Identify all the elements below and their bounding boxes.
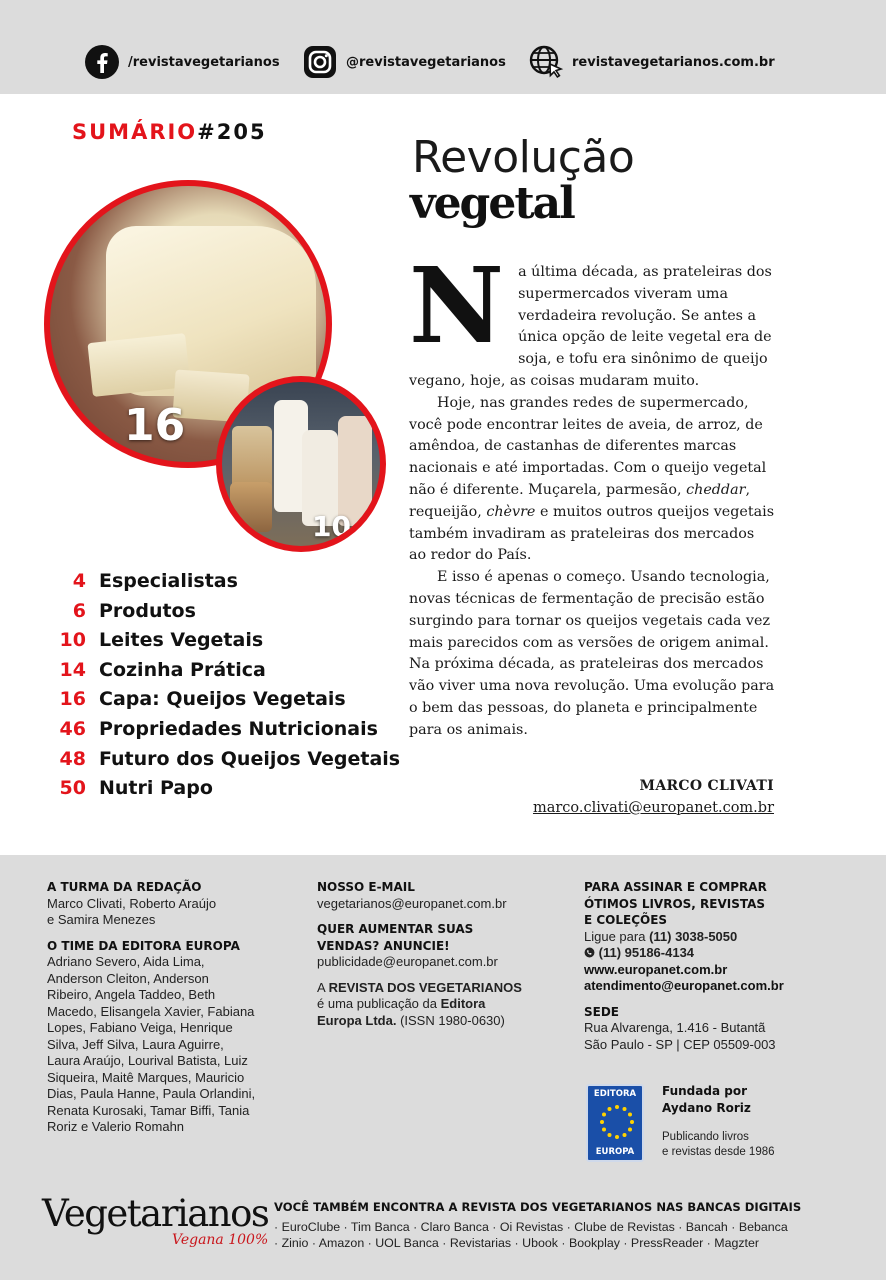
logo-top-text: EDITORA (593, 1089, 637, 1099)
italic-term: chèvre (486, 503, 536, 520)
magazine-logo-sub: Vegana 100% (172, 1232, 269, 1248)
support-email-link[interactable]: atendimento@europanet.com.br (584, 978, 784, 993)
toc-page: 50 (59, 777, 86, 800)
team-line: Silva, Jeff Silva, Laura Aguirre, (47, 1036, 224, 1052)
subscribe-title: ÓTIMOS LIVROS, REVISTAS (584, 896, 766, 911)
toc-item[interactable] (40, 688, 410, 718)
ads-title: QUER AUMENTAR SUAS (317, 922, 474, 936)
publisher-name: Editora (440, 996, 486, 1011)
whatsapp-number[interactable]: (11) 95186-4134 (598, 945, 695, 960)
editorial-title-emphasis: vegetal (410, 178, 574, 229)
redacao-title: A TURMA DA REDAÇÃO (47, 880, 202, 894)
toc-label: Produtos (99, 599, 196, 622)
toc-page: 48 (59, 747, 86, 770)
email-title: NOSSO E-MAIL (317, 880, 415, 894)
team-line: Renata Kurosaki, Tamar Biffi, Tania (47, 1102, 250, 1118)
issue-number: #205 (197, 120, 267, 144)
whatsapp-line (584, 945, 854, 962)
toc-page: 46 (59, 717, 86, 740)
phone-number[interactable]: (11) 3038-5050 (649, 928, 738, 944)
redacao-line: Marco Clivati, Roberto Araújo (47, 895, 217, 911)
toc-label: Leites Vegetais (99, 629, 264, 652)
editorial-paragraph (409, 393, 775, 567)
sede-title: SEDE (584, 1004, 619, 1019)
publisher-text: A (317, 979, 329, 995)
paragraph-text: Hoje, nas grandes redes de supermercado, você pode encontrar leites de aveia, de arroz, de amêndoa, de castanhas de diferentes marcas nacionais e até importadas. Com o queijo vegetal não é diferente. Muçarela, parmesão, (409, 394, 767, 498)
toc-label: Cozinha Prática (99, 658, 266, 681)
phone-line (584, 929, 854, 946)
toc-page: 16 (59, 688, 86, 711)
team-line: Dias, Paula Hanne, Paula Orlandini, (47, 1086, 256, 1101)
summary-heading (72, 120, 267, 144)
toc-page: 4 (72, 570, 86, 592)
cover-page-badge: 16 (124, 400, 186, 451)
tagline-line: e revistas desde 1986 (662, 1146, 775, 1158)
social-bar (0, 0, 886, 94)
magazine-logo: Vegetarianos (42, 1192, 269, 1235)
team-line: Roriz e Valerio Romahn (47, 1119, 185, 1134)
nut-jar (230, 482, 272, 532)
team-line: Anderson Cleiton, Anderson (47, 970, 209, 986)
facebook-handle: /revistavegetarianos (128, 54, 280, 70)
whatsapp-icon (584, 947, 595, 958)
ads-title: VENDAS? ANUNCIE! (317, 938, 450, 953)
team-line: Adriano Severo, Aida Lima, (47, 954, 205, 969)
team-line: Ribeiro, Angela Taddeo, Beth (47, 987, 216, 1002)
editorial-paragraph (409, 244, 775, 393)
team-line: Laura Araújo, Lourival Batista, Luiz (47, 1053, 248, 1068)
website-url: revistavegetarianos.com.br (572, 54, 775, 70)
subscribe-block (584, 879, 854, 1053)
site-link[interactable]: www.europanet.com.br (584, 961, 728, 977)
italic-term: cheddar (686, 481, 746, 498)
digital-newsstands-title: VOCÊ TAMBÉM ENCONTRA A REVISTA DOS VEGETARIANOS NAS BANCAS DIGITAIS (274, 1200, 802, 1214)
toc-label: Especialistas (99, 570, 238, 592)
publisher-line (317, 980, 567, 997)
subscribe-title: E COLEÇÕES (584, 913, 668, 927)
founder-line: Aydano Roriz (662, 1100, 751, 1115)
phone-label: Ligue para (584, 928, 650, 944)
tagline-line: Publicando livros (662, 1131, 749, 1143)
instagram-link[interactable] (302, 44, 506, 80)
toc-page: 14 (59, 658, 86, 681)
paragraph-text: , requeijão, (409, 481, 750, 520)
author-email-link[interactable]: marco.clivati@europanet.com.br (532, 800, 774, 816)
editorial-email-link[interactable]: vegetarianos@europanet.com.br (317, 895, 507, 911)
toc-item[interactable] (40, 629, 410, 659)
instagram-handle: @revistavegetarianos (346, 54, 506, 70)
editora-europa-logo (586, 1084, 644, 1162)
logo-bottom-text: EUROPA (595, 1147, 635, 1157)
milks-photo[interactable] (216, 376, 386, 552)
toc-item[interactable] (40, 600, 410, 630)
editorial-body (409, 244, 775, 742)
address-line: Rua Alvarenga, 1.416 - Butantã (584, 1020, 766, 1035)
globe-cursor-icon (528, 44, 564, 80)
instagram-icon (302, 44, 338, 80)
toc-item[interactable] (40, 777, 410, 807)
toc-item[interactable] (40, 718, 410, 748)
paragraph-text: a última década, as prateleiras dos supermercados viveram uma verdadeira revolução. Se antes a única opção de leite vegetal era de soja, e tofu era sinônimo de queijo vegano, hoje, as coisas mudaram muito. (409, 264, 772, 389)
team-title: O TIME DA EDITORA EUROPA (47, 938, 240, 953)
drop-cap: N (409, 244, 505, 367)
contact-block (317, 879, 567, 1029)
publisher-line (317, 996, 567, 1013)
toc-label: Capa: Queijos Vegetais (99, 688, 346, 711)
newsstands-list: · EuroClube · Tim Banca · Claro Banca · Oi Revistas · Clube de Revistas · Bancah · Bebanca (274, 1220, 788, 1234)
toc-page: 6 (72, 599, 86, 622)
toc-label: Nutri Papo (99, 777, 213, 800)
issn: (ISSN 1980-0630) (396, 1012, 505, 1028)
team-line: Macedo, Elisangela Xavier, Fabiana (47, 1003, 255, 1019)
milks-page-badge: 10 (312, 510, 351, 543)
website-link[interactable] (528, 44, 775, 80)
summary-title: SUMÁRIO (72, 120, 198, 144)
toc-item[interactable] (40, 748, 410, 778)
facebook-link[interactable] (84, 44, 280, 80)
address-line: São Paulo - SP | CEP 05509-003 (584, 1036, 776, 1052)
toc-item[interactable] (40, 659, 410, 689)
subscribe-title: PARA ASSINAR E COMPRAR (584, 880, 767, 894)
publisher-name: Europa Ltda. (317, 1012, 397, 1028)
redacao-block (47, 879, 307, 1136)
ads-email-link[interactable]: publicidade@europanet.com.br (317, 954, 498, 969)
paragraph-text: e muitos outros queijos vegetais também invadiram as prateleiras dos mercados ao redor do País. (409, 503, 775, 564)
eu-stars-icon (597, 1102, 637, 1142)
table-of-contents (40, 570, 410, 807)
magazine-name: REVISTA DOS VEGETARIANOS (328, 979, 522, 995)
author-name: MARCO CLIVATI (639, 778, 774, 794)
toc-item[interactable] (40, 570, 410, 600)
team-line: Lopes, Fabiano Veiga, Henrique (47, 1020, 233, 1035)
toc-label: Futuro dos Queijos Vegetais (99, 747, 401, 770)
editorial-paragraph (409, 567, 775, 741)
toc-page: 10 (59, 629, 86, 652)
toc-label: Propriedades Nutricionais (99, 717, 378, 740)
founder-block (662, 1083, 842, 1160)
newsstands-list: · Zinio · Amazon · UOL Banca · Revistarias · Ubook · Bookplay · PressReader · Magzter (274, 1236, 760, 1250)
publisher-text: é uma publicação da (317, 996, 441, 1011)
editorial-title: Revolução (412, 132, 635, 183)
team-line: Siqueira, Maitê Marques, Mauricio (47, 1069, 245, 1085)
founder-line: Fundada por (662, 1084, 747, 1098)
facebook-icon (84, 44, 120, 80)
paragraph-text: E isso é apenas o começo. Usando tecnologia, novas técnicas de fermentação de precisão estão surgindo para tornar os queijos vegetais cada vez mais parecidos com as versões de origem animal. Na próxima década, as prateleiras dos mercados vão viver uma nova revolução. Uma evolução para o bem das pessoas, do planeta e principalmente para os animais. (409, 569, 775, 738)
redacao-line: e Samira Menezes (47, 912, 156, 927)
publisher-line (317, 1013, 567, 1030)
